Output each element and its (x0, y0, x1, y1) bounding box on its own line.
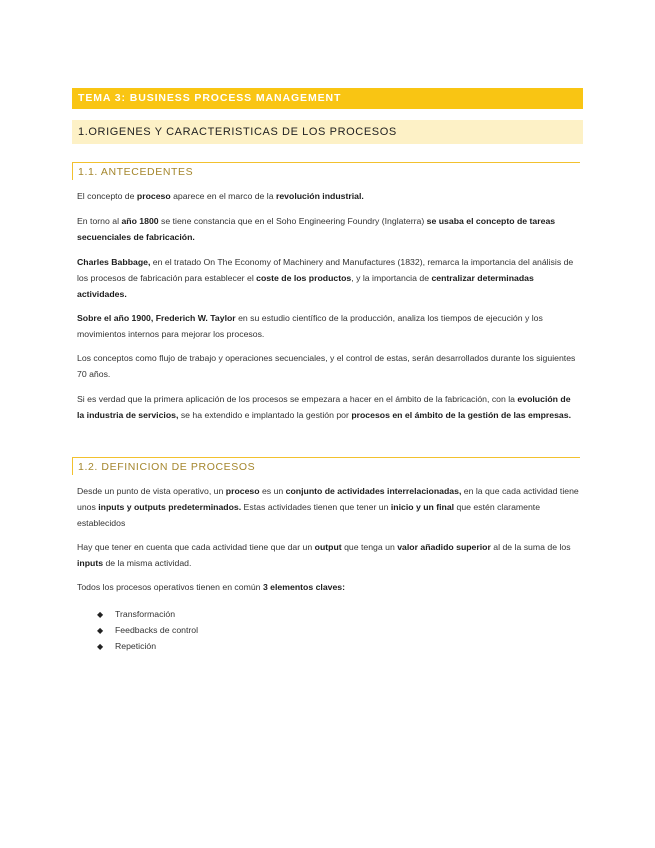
paragraph: Los conceptos como flujo de trabajo y operaciones secuenciales, y el control de estas, serán desarrollados durante los siguientes 70 años. (77, 353, 576, 379)
list-item: ◆ Transformación (97, 607, 198, 623)
bullet-list (97, 607, 198, 654)
paragraph: Hay que tener en cuenta que cada actividad tiene que dar un output que tenga un valor añadido superior al de la suma de los inputs de la misma actividad. (77, 542, 571, 568)
diamond-bullet-icon: ◆ (97, 625, 104, 635)
diamond-bullet-icon: ◆ (97, 641, 104, 651)
subsection-heading-antecedentes: 1.1. ANTECEDENTES (72, 162, 580, 180)
list-item: ◆ Repetición (97, 639, 198, 655)
diamond-bullet-icon: ◆ (97, 610, 104, 619)
list-item: ◆ Feedbacks de control (97, 623, 198, 639)
paragraph: Todos los procesos operativos tienen en común 3 elementos claves: (77, 582, 346, 592)
paragraph: En torno al año 1800 se tiene constancia que en el Soho Engineering Foundry (Inglaterra) se usaba el concepto de tareas secuenciales de fabricación. (77, 216, 556, 242)
section-heading: 1.ORIGENES Y CARACTERISTICAS DE LOS PROCESOS (72, 120, 583, 144)
paragraph: Desde un punto de vista operativo, un proceso es un conjunto de actividades interrelacionadas, en la que cada actividad tiene unos inputs y outputs predeterminados. Estas actividades tienen que tener un inicio y un final que estén claramente establecidos (77, 486, 579, 528)
subsection-heading-definicion: 1.2. DEFINICION DE PROCESOS (72, 457, 580, 475)
topic-title-banner: TEMA 3: BUSINESS PROCESS MANAGEMENT (72, 88, 583, 109)
paragraph: Charles Babbage, en el tratado On The Economy of Machinery and Manufactures (1832), remarca la importancia del análisis de los procesos de fabricación para establecer el coste de los productos, y la importancia de centralizar determinadas actividades. (77, 257, 574, 299)
paragraph: Si es verdad que la primera aplicación de los procesos se empezara a hacer en el ámbito de la fabricación, con la evolución de la industria de servicios, se ha extendido e implantado la gestión por procesos en el ámbito de la gestión de las empresas. (77, 394, 571, 420)
paragraph: Sobre el año 1900, Frederich W. Taylor en su estudio científico de la producción, analiza los tiempos de ejecución y los movimientos internos para mejorar los procesos. (77, 313, 543, 339)
paragraph: El concepto de proceso aparece en el marco de la revolución industrial. (77, 191, 364, 201)
